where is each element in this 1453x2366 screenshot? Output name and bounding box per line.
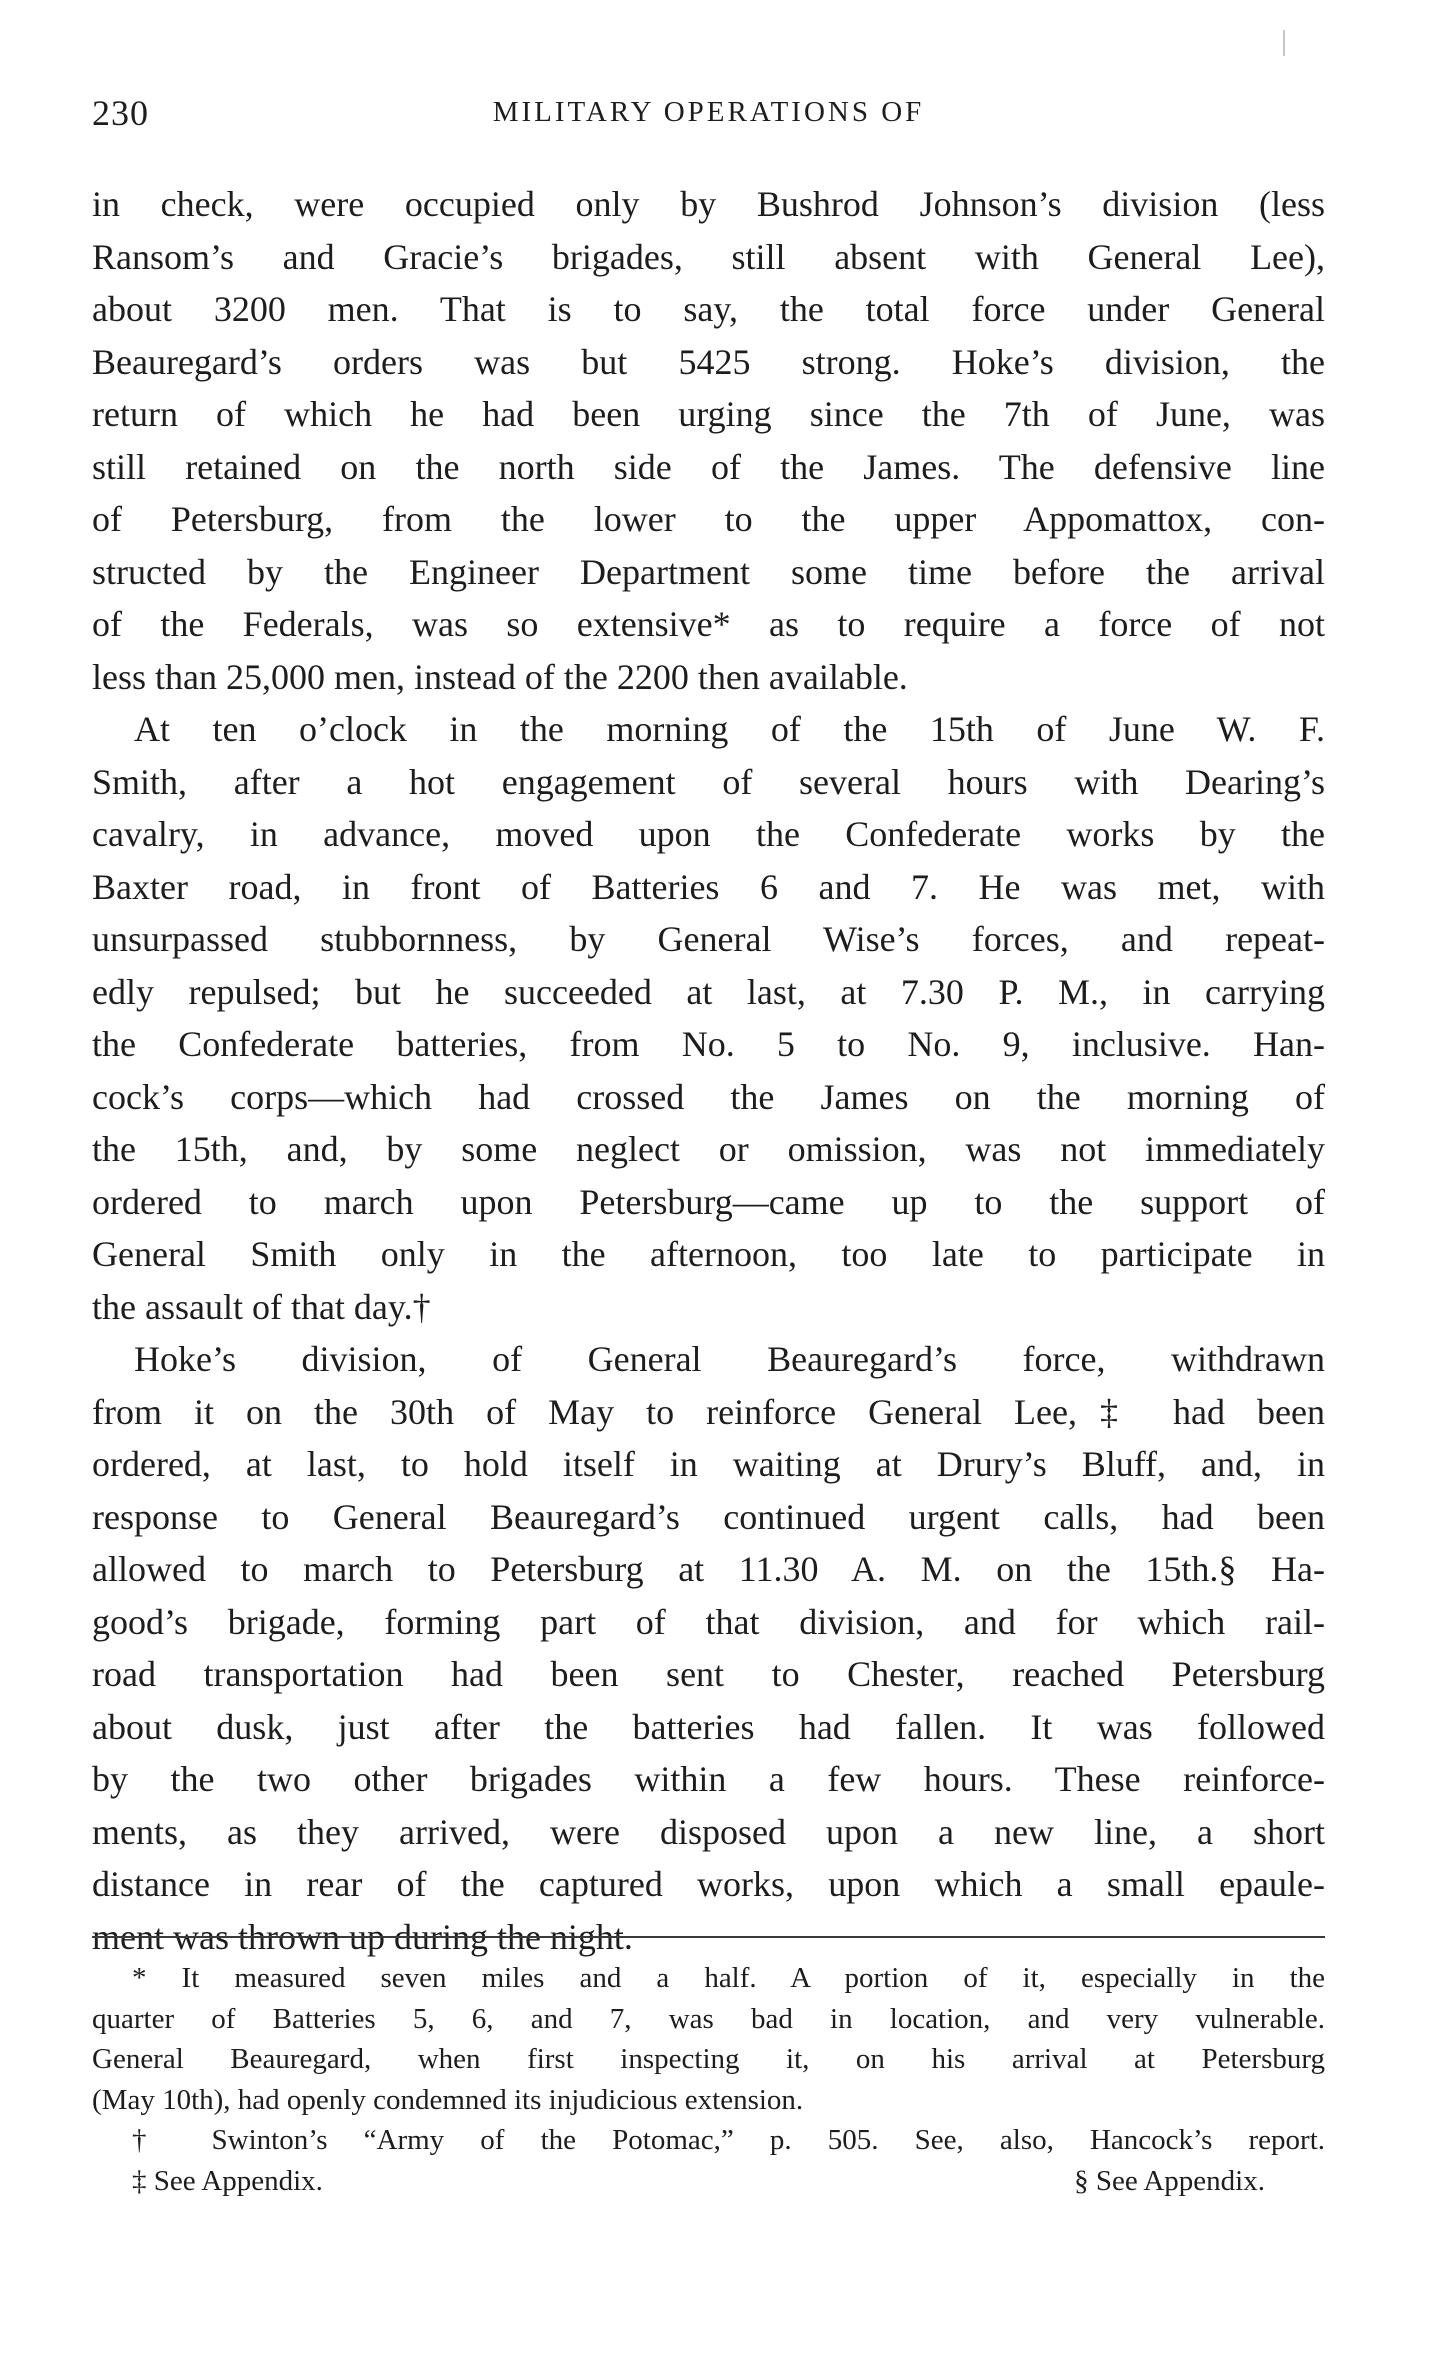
text-line: the assault of that day.† <box>92 1286 431 1327</box>
text-line: good’s brigade, forming part of that division, and for which rail- <box>92 1601 1325 1642</box>
body-text <box>92 178 1325 1963</box>
text-line: ordered, at last, to hold itself in waiting at Drury’s Bluff, and, in <box>92 1444 1325 1484</box>
scan-mark <box>1283 30 1285 56</box>
text-line: about dusk, just after the batteries had fallen. It was followed <box>92 1706 1325 1747</box>
text-line: cock’s corps—which had crossed the James on the morning of <box>92 1076 1325 1117</box>
text-line: allowed to march to Petersburg at 11.30 A. M. on the 15th.§ Ha- <box>92 1549 1325 1589</box>
text-line: less than 25,000 men, instead of the 2200 then available. <box>92 656 908 697</box>
footnote-divider <box>92 1936 1325 1938</box>
footnote-section: § See Appendix. <box>1074 2164 1265 2197</box>
paragraph-start-line: At ten o’clock in the morning of the 15th of June W. F. <box>134 709 1325 749</box>
text-line: distance in rear of the captured works, upon which a small epaule- <box>92 1864 1325 1904</box>
text-line: response to General Beauregard’s continued urgent calls, had been <box>92 1496 1325 1537</box>
footnote-line: General Beauregard, when first inspecting it, on his arrival at Petersburg <box>92 2043 1325 2075</box>
text-line: return of which he had been urging since the 7th of June, was <box>92 394 1325 434</box>
text-line: road transportation had been sent to Chester, reached Petersburg <box>92 1654 1325 1694</box>
text-line: cavalry, in advance, moved upon the Confederate works by the <box>92 814 1325 854</box>
footnote-line: quarter of Batteries 5, 6, and 7, was bad in location, and very vulnerable. <box>92 2002 1325 2035</box>
footnote-dagger: † Swinton’s “Army of the Potomac,” p. 505. See, also, Hancock’s report. <box>132 2124 1325 2156</box>
page-header <box>92 92 1325 142</box>
text-line: structed by the Engineer Department some time before the arrival <box>92 551 1325 592</box>
text-line: edly repulsed; but he succeeded at last, at 7.30 P. M., in carrying <box>92 971 1325 1012</box>
footnotes <box>92 1958 1325 2201</box>
text-line: the Confederate batteries, from No. 5 to No. 9, inclusive. Han- <box>92 1024 1325 1064</box>
footnote-appendix-row <box>92 2161 1325 2202</box>
paragraph-start-line: Hoke’s division, of General Beauregard’s force, withdrawn <box>134 1339 1325 1379</box>
text-line: of the Federals, was so extensive* as to require a force of not <box>92 604 1325 644</box>
text-line: Beauregard’s orders was but 5425 strong. Hoke’s division, the <box>92 341 1325 382</box>
page-number: 230 <box>92 93 149 133</box>
text-line: from it on the 30th of May to reinforce General Lee,‡ had been <box>92 1391 1325 1432</box>
text-line: in check, were occupied only by Bushrod Johnson’s division (less <box>92 184 1325 224</box>
text-line: the 15th, and, by some neglect or omission, was not immediately <box>92 1129 1325 1169</box>
text-line: ment was thrown up during the night. <box>92 1916 633 1957</box>
footnote-line: (May 10th), had openly condemned its injudicious extension. <box>92 2083 804 2116</box>
text-line: about 3200 men. That is to say, the total force under General <box>92 289 1325 329</box>
text-line: General Smith only in the afternoon, too late to participate in <box>92 1234 1325 1274</box>
text-line: by the two other brigades within a few hours. These reinforce- <box>92 1759 1325 1799</box>
running-head: MILITARY OPERATIONS OF <box>492 96 925 128</box>
text-line: Baxter road, in front of Batteries 6 and 7. He was met, with <box>92 866 1325 907</box>
text-line: ments, as they arrived, were disposed upon a new line, a short <box>92 1811 1325 1852</box>
footnote-line: * It measured seven miles and a half. A portion of it, especially in the <box>132 1962 1325 1994</box>
text-line: still retained on the north side of the James. The defensive line <box>92 446 1325 487</box>
text-line: Ransom’s and Gracie’s brigades, still absent with General Lee), <box>92 236 1325 277</box>
text-line: of Petersburg, from the lower to the upper Appomattox, con- <box>92 499 1325 539</box>
text-line: Smith, after a hot engagement of several hours with Dearing’s <box>92 761 1325 802</box>
text-line: unsurpassed stubbornness, by General Wise’s forces, and repeat- <box>92 919 1325 959</box>
text-line: ordered to march upon Petersburg—came up to the support of <box>92 1181 1325 1222</box>
footnote-double-dagger: ‡ See Appendix. <box>132 2164 323 2197</box>
